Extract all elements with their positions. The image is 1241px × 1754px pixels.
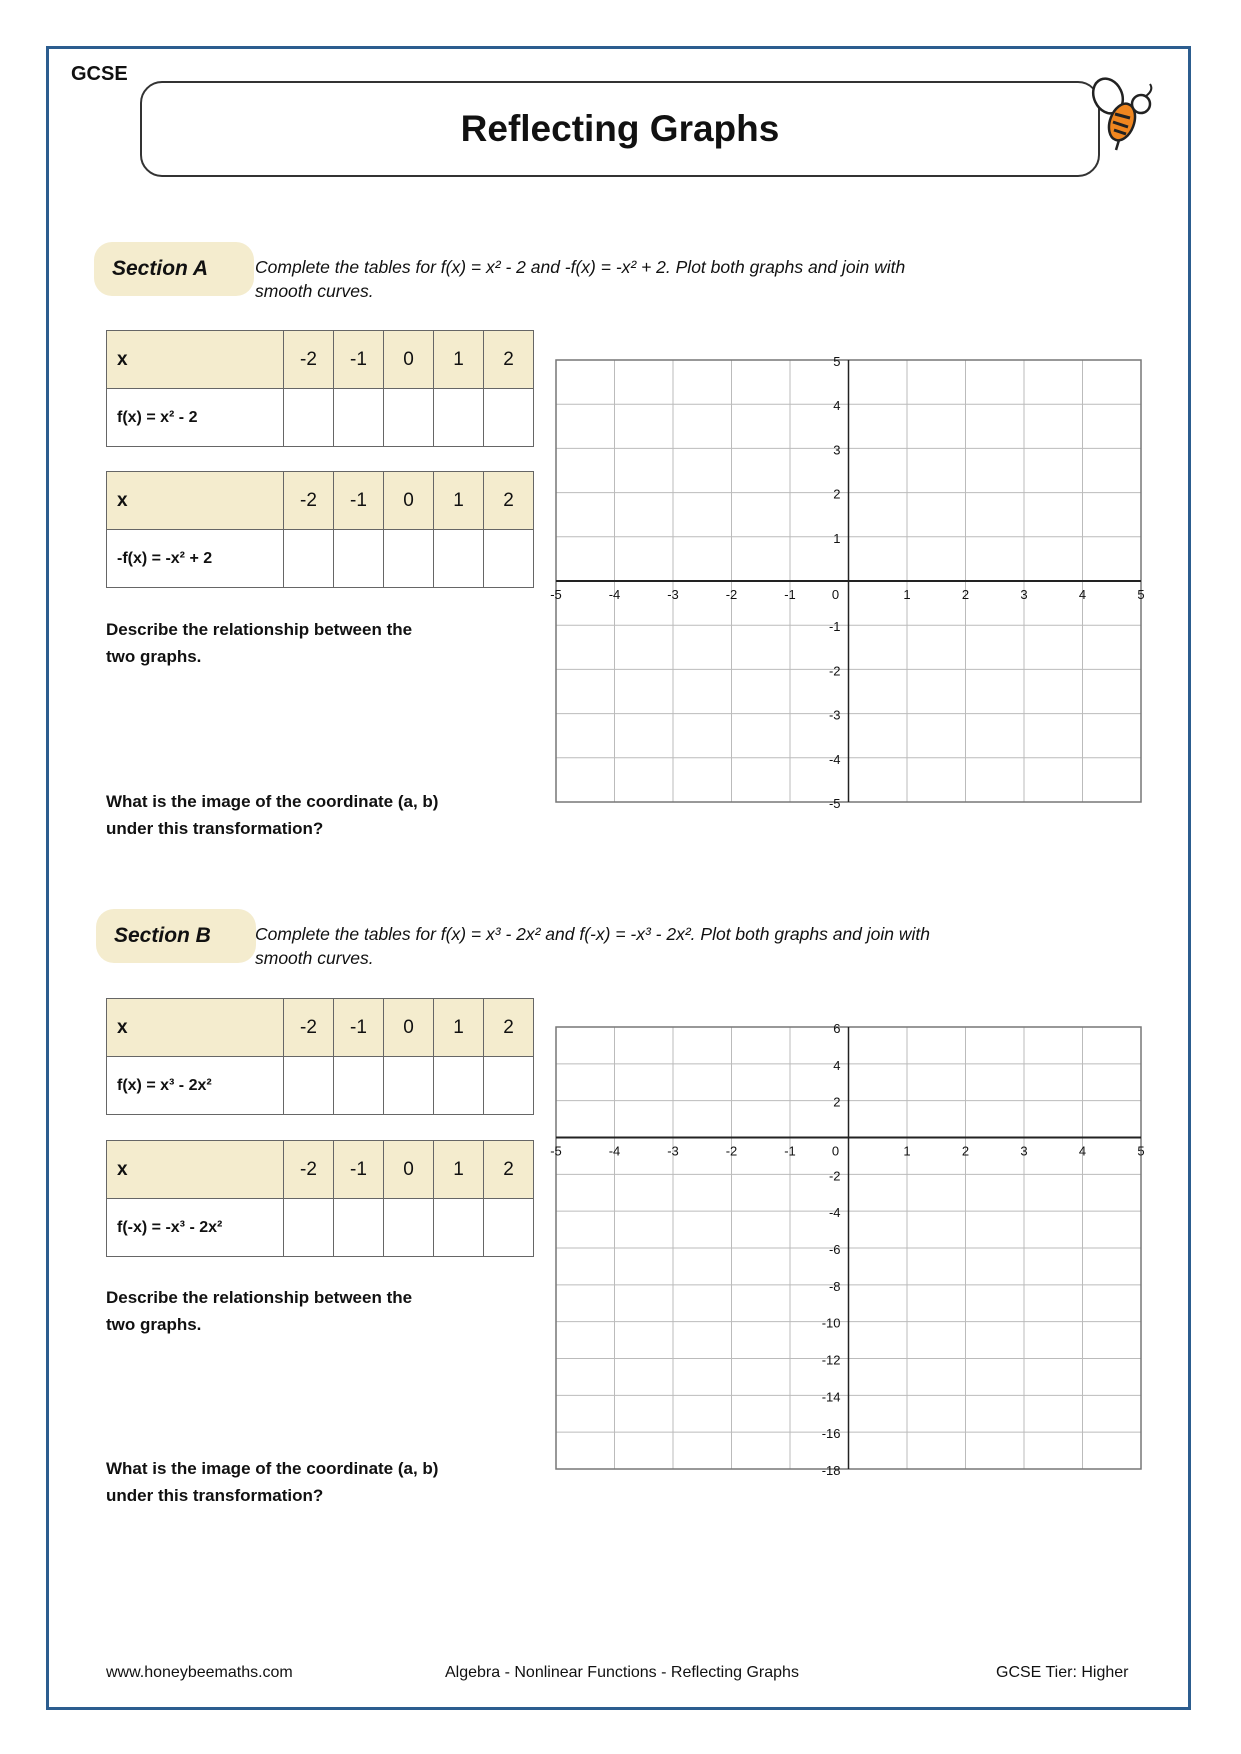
x-value: 2 <box>484 999 534 1057</box>
x-value: 1 <box>434 999 484 1057</box>
answer-cell[interactable] <box>334 1199 384 1257</box>
x-tick-label: 3 <box>1020 587 1028 602</box>
level-label: GCSE <box>71 63 128 85</box>
x-value: 2 <box>484 472 534 530</box>
x-value: -1 <box>334 472 384 530</box>
table-row-fx <box>107 389 534 447</box>
y-tick-label: 6 <box>833 1021 841 1036</box>
y-tick-label: -8 <box>828 1278 841 1294</box>
y-tick-label: 4 <box>833 1057 841 1073</box>
relationship-question <box>106 616 486 670</box>
y-tick-label: 4 <box>833 398 841 414</box>
x-value: -1 <box>334 1141 384 1199</box>
answer-cell[interactable] <box>284 530 334 588</box>
footer-topic: Algebra - Nonlinear Functions - Reflecting Graphs <box>445 1664 799 1681</box>
instruction-line: smooth curves. <box>255 281 374 301</box>
x-tick-label: 5 <box>1137 1143 1145 1159</box>
table-fx-squared <box>106 330 534 447</box>
table-fx-cubic <box>106 998 534 1115</box>
x-header: x <box>107 472 284 530</box>
answer-cell[interactable] <box>484 1057 534 1115</box>
coordinate-question <box>106 1455 486 1509</box>
x-value: -2 <box>284 331 334 389</box>
table-row-fx <box>107 1199 534 1257</box>
question-line: What is the image of the coordinate (a, b) <box>106 792 439 811</box>
answer-cell[interactable] <box>434 389 484 447</box>
x-header: x <box>107 999 284 1057</box>
x-value: -2 <box>284 1141 334 1199</box>
x-value: 1 <box>434 331 484 389</box>
table-neg-fx <box>106 471 534 588</box>
coordinate-question <box>106 788 486 842</box>
question-line: two graphs. <box>106 647 202 666</box>
function-label: f(-x) = -x³ - 2x² <box>107 1199 284 1257</box>
x-tick-label: 5 <box>1137 587 1145 602</box>
x-value: 0 <box>384 1141 434 1199</box>
coordinate-grid-b[interactable] <box>548 1017 1148 1487</box>
x-value: 0 <box>384 331 434 389</box>
y-tick-label: 3 <box>833 442 841 458</box>
section-b-tab: Section B <box>96 909 256 963</box>
x-tick-label: -1 <box>784 1143 796 1159</box>
y-tick-label: -4 <box>828 1205 841 1221</box>
question-line: under this transformation? <box>106 1486 324 1505</box>
x-tick-label: -1 <box>784 587 796 602</box>
x-tick-label: 0 <box>831 1143 840 1159</box>
page-title: Reflecting Graphs <box>460 108 780 149</box>
section-a-instruction <box>255 255 975 303</box>
question-line: Describe the relationship between the <box>106 620 413 639</box>
answer-cell[interactable] <box>334 1057 384 1115</box>
x-value: 0 <box>384 472 434 530</box>
x-tick-label: -4 <box>608 587 621 602</box>
answer-cell[interactable] <box>484 530 534 588</box>
section-b-instruction <box>255 922 975 970</box>
answer-cell[interactable] <box>484 1199 534 1257</box>
answer-cell[interactable] <box>384 1199 434 1257</box>
y-tick-label: -10 <box>821 1315 841 1331</box>
x-tick-label: 4 <box>1078 587 1087 602</box>
x-tick-label: -4 <box>608 1143 621 1159</box>
answer-cell[interactable] <box>434 1057 484 1115</box>
y-tick-label: 2 <box>833 486 841 502</box>
y-tick-label: -6 <box>828 1242 841 1257</box>
y-tick-label: -3 <box>828 707 841 723</box>
question-line: Describe the relationship between the <box>106 1288 413 1307</box>
x-value: 1 <box>434 472 484 530</box>
answer-cell[interactable] <box>434 1199 484 1257</box>
y-tick-label: -12 <box>821 1352 841 1368</box>
y-tick-label: 1 <box>833 530 841 546</box>
answer-cell[interactable] <box>384 1057 434 1115</box>
y-tick-label: -2 <box>828 1168 841 1184</box>
x-tick-label: 2 <box>961 587 970 602</box>
y-tick-label: -1 <box>828 619 841 635</box>
x-header: x <box>107 331 284 389</box>
x-tick-label: 1 <box>903 587 911 602</box>
x-value: 1 <box>434 1141 484 1199</box>
x-value: -2 <box>284 999 334 1057</box>
x-tick-label: 3 <box>1020 1143 1028 1159</box>
answer-cell[interactable] <box>334 530 384 588</box>
y-tick-label: -16 <box>821 1426 841 1442</box>
table-row-fx <box>107 1057 534 1115</box>
question-line: under this transformation? <box>106 819 324 838</box>
table-f-neg-x <box>106 1140 534 1257</box>
x-tick-label: -2 <box>725 1143 738 1159</box>
y-tick-label: -18 <box>821 1463 841 1478</box>
x-header: x <box>107 1141 284 1199</box>
section-a-tab: Section A <box>94 242 254 296</box>
instruction-line: Complete the tables for f(x) = x³ - 2x² and f(-x) = -x³ - 2x². Plot both graphs and join with <box>255 924 930 944</box>
instruction-line: smooth curves. <box>255 948 374 968</box>
x-tick-label: 4 <box>1078 1143 1087 1159</box>
y-tick-label: -2 <box>828 663 841 679</box>
x-tick-label: 1 <box>903 1143 911 1159</box>
table-row-fx <box>107 530 534 588</box>
x-value: -2 <box>284 472 334 530</box>
y-tick-label: -4 <box>828 751 841 767</box>
answer-cell[interactable] <box>384 389 434 447</box>
answer-cell[interactable] <box>384 530 434 588</box>
x-tick-label: -2 <box>725 587 738 602</box>
x-tick-label: 2 <box>961 1143 970 1159</box>
table-row-x <box>107 1141 534 1199</box>
x-tick-label: -5 <box>550 1143 562 1159</box>
answer-cell[interactable] <box>284 1199 334 1257</box>
table-row-x <box>107 472 534 530</box>
y-tick-label: 5 <box>833 354 841 369</box>
y-tick-label: -5 <box>828 796 841 811</box>
x-value: 2 <box>484 331 534 389</box>
answer-cell[interactable] <box>484 389 534 447</box>
answer-cell[interactable] <box>284 389 334 447</box>
function-label: -f(x) = -x² + 2 <box>107 530 284 588</box>
y-tick-label: -14 <box>821 1389 841 1405</box>
relationship-question <box>106 1284 486 1338</box>
table-row-x <box>107 331 534 389</box>
question-line: two graphs. <box>106 1315 202 1334</box>
y-tick-label: 2 <box>833 1094 841 1110</box>
x-tick-label: -5 <box>550 587 562 602</box>
answer-cell[interactable] <box>334 389 384 447</box>
x-tick-label: 0 <box>831 587 840 602</box>
answer-cell[interactable] <box>284 1057 334 1115</box>
coordinate-grid-a[interactable] <box>548 350 1148 820</box>
answer-cell[interactable] <box>434 530 484 588</box>
title-banner <box>140 81 1100 177</box>
table-row-x <box>107 999 534 1057</box>
function-label: f(x) = x³ - 2x² <box>107 1057 284 1115</box>
x-value: -1 <box>334 999 384 1057</box>
x-tick-label: -3 <box>667 587 679 602</box>
footer-tier: GCSE Tier: Higher <box>996 1664 1129 1681</box>
x-value: 0 <box>384 999 434 1057</box>
function-label: f(x) = x² - 2 <box>107 389 284 447</box>
x-tick-label: -3 <box>667 1143 679 1159</box>
footer-website: www.honeybeemaths.com <box>106 1664 293 1681</box>
instruction-line: Complete the tables for f(x) = x² - 2 and -f(x) = -x² + 2. Plot both graphs and join with <box>255 257 906 277</box>
question-line: What is the image of the coordinate (a, b) <box>106 1459 439 1478</box>
x-value: -1 <box>334 331 384 389</box>
honeybee-logo-icon <box>1088 76 1156 152</box>
x-value: 2 <box>484 1141 534 1199</box>
